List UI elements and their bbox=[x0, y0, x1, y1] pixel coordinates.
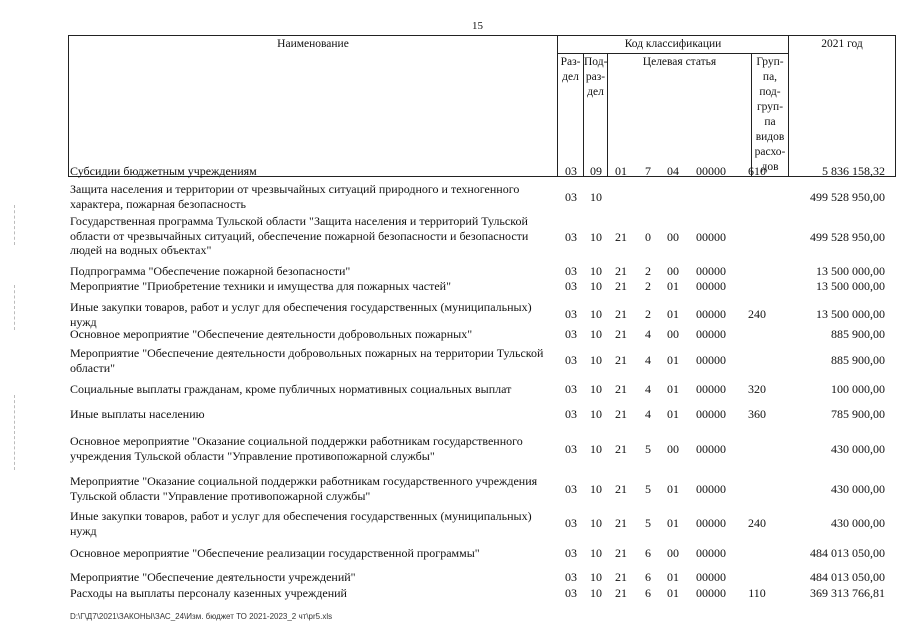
row-pp: 4 bbox=[645, 407, 651, 421]
row-razd: 03 bbox=[565, 570, 577, 584]
row-sum: 484 013 050,00 bbox=[810, 546, 885, 560]
row-podr: 10 bbox=[590, 482, 602, 496]
row-nr: 00000 bbox=[696, 230, 726, 244]
row-razd: 03 bbox=[565, 230, 577, 244]
header-razdel: Раз- дел bbox=[558, 54, 584, 177]
row-podr: 10 bbox=[590, 586, 602, 600]
row-razd: 03 bbox=[565, 546, 577, 560]
row-om: 01 bbox=[667, 307, 679, 321]
row-name: Субсидии бюджетным учреждениям bbox=[70, 164, 257, 178]
header-group: Груп- па, под- груп- па видов расхо- дов bbox=[752, 54, 789, 177]
row-om: 01 bbox=[667, 407, 679, 421]
row-vr: 360 bbox=[748, 407, 766, 421]
row-pp: 2 bbox=[645, 307, 651, 321]
header-classification: Код классификации bbox=[558, 36, 789, 54]
row-vr: 240 bbox=[748, 307, 766, 321]
row-sum: 13 500 000,00 bbox=[816, 264, 885, 278]
row-nr: 00000 bbox=[696, 264, 726, 278]
row-nr: 00000 bbox=[696, 546, 726, 560]
row-prog: 21 bbox=[615, 570, 627, 584]
row-sum: 369 313 766,81 bbox=[810, 586, 885, 600]
row-om: 01 bbox=[667, 516, 679, 530]
row-om: 01 bbox=[667, 279, 679, 293]
row-nr: 00000 bbox=[696, 570, 726, 584]
row-prog: 21 bbox=[615, 279, 627, 293]
row-sum: 499 528 950,00 bbox=[810, 230, 885, 244]
row-sum: 785 900,00 bbox=[831, 407, 885, 421]
row-nr: 00000 bbox=[696, 279, 726, 293]
row-podr: 09 bbox=[590, 164, 602, 178]
row-om: 00 bbox=[667, 230, 679, 244]
header-name: Наименование bbox=[69, 36, 558, 177]
row-prog: 21 bbox=[615, 407, 627, 421]
row-razd: 03 bbox=[565, 353, 577, 367]
row-razd: 03 bbox=[565, 164, 577, 178]
row-om: 00 bbox=[667, 264, 679, 278]
row-nr: 00000 bbox=[696, 407, 726, 421]
row-om: 01 bbox=[667, 482, 679, 496]
row-prog: 21 bbox=[615, 546, 627, 560]
row-razd: 03 bbox=[565, 516, 577, 530]
row-prog: 21 bbox=[615, 482, 627, 496]
row-sum: 5 836 158,32 bbox=[822, 164, 885, 178]
row-name: Мероприятие "Обеспечение деятельности учреждений" bbox=[70, 570, 356, 584]
row-om: 04 bbox=[667, 164, 679, 178]
row-sum: 430 000,00 bbox=[831, 516, 885, 530]
row-nr: 00000 bbox=[696, 442, 726, 456]
row-nr: 00000 bbox=[696, 382, 726, 396]
row-pp: 4 bbox=[645, 382, 651, 396]
row-vr: 240 bbox=[748, 516, 766, 530]
row-razd: 03 bbox=[565, 264, 577, 278]
row-podr: 10 bbox=[590, 570, 602, 584]
row-name: Социальные выплаты гражданам, кроме публичных нормативных социальных выплат bbox=[70, 382, 512, 396]
header-target-article: Целевая статья bbox=[608, 54, 752, 177]
row-om: 00 bbox=[667, 442, 679, 456]
row-prog: 21 bbox=[615, 382, 627, 396]
margin-mark bbox=[14, 285, 16, 330]
header-podrazdel: Под- раз- дел bbox=[584, 54, 608, 177]
row-name: Иные закупки товаров, работ и услуг для обеспечения государственных (муниципальных) нужд bbox=[70, 509, 532, 538]
row-podr: 10 bbox=[590, 382, 602, 396]
row-podr: 10 bbox=[590, 230, 602, 244]
row-podr: 10 bbox=[590, 516, 602, 530]
row-prog: 21 bbox=[615, 264, 627, 278]
row-razd: 03 bbox=[565, 482, 577, 496]
row-razd: 03 bbox=[565, 307, 577, 321]
table-header bbox=[68, 35, 896, 177]
row-podr: 10 bbox=[590, 279, 602, 293]
page-number: 15 bbox=[472, 20, 483, 32]
row-vr: 320 bbox=[748, 382, 766, 396]
row-prog: 01 bbox=[615, 164, 627, 178]
row-pp: 5 bbox=[645, 442, 651, 456]
row-razd: 03 bbox=[565, 382, 577, 396]
row-pp: 4 bbox=[645, 327, 651, 341]
row-name: Государственная программа Тульской области "Защита населения и территорий Тульской области от чрезвычайных ситуаций, обеспечение пожарной безопасности и безопасности людей на водных объектах" bbox=[70, 214, 529, 257]
row-name: Расходы на выплаты персоналу казенных учреждений bbox=[70, 586, 347, 600]
row-prog: 21 bbox=[615, 442, 627, 456]
row-sum: 13 500 000,00 bbox=[816, 307, 885, 321]
row-om: 01 bbox=[667, 570, 679, 584]
row-name: Мероприятие "Оказание социальной поддержки работникам государственного учреждения Тульской области "Управление противопожарной службы" bbox=[70, 474, 538, 503]
row-om: 01 bbox=[667, 353, 679, 367]
row-vr: 110 bbox=[748, 586, 766, 600]
row-prog: 21 bbox=[615, 327, 627, 341]
row-pp: 7 bbox=[645, 164, 651, 178]
row-pp: 2 bbox=[645, 279, 651, 293]
row-sum: 484 013 050,00 bbox=[810, 570, 885, 584]
row-name: Иные выплаты населению bbox=[70, 407, 205, 421]
row-pp: 5 bbox=[645, 516, 651, 530]
row-podr: 10 bbox=[590, 546, 602, 560]
row-name: Мероприятие "Приобретение техники и имущества для пожарных частей" bbox=[70, 279, 451, 293]
row-om: 00 bbox=[667, 327, 679, 341]
row-name: Подпрограмма "Обеспечение пожарной безопасности" bbox=[70, 264, 351, 278]
row-pp: 4 bbox=[645, 353, 651, 367]
row-nr: 00000 bbox=[696, 327, 726, 341]
row-razd: 03 bbox=[565, 327, 577, 341]
row-name: Иные закупки товаров, работ и услуг для обеспечения государственных (муниципальных) нужд bbox=[70, 300, 532, 329]
file-path-footer: D:\Г\Д7\2021\ЗАКОНЫ\ЗАС_24\Изм. бюджет ТО 2021-2023_2 чт\pr5.xls bbox=[70, 612, 333, 621]
header-year: 2021 год bbox=[789, 36, 896, 177]
row-razd: 03 bbox=[565, 190, 577, 204]
row-sum: 430 000,00 bbox=[831, 442, 885, 456]
row-pp: 0 bbox=[645, 230, 651, 244]
row-nr: 00000 bbox=[696, 516, 726, 530]
row-podr: 10 bbox=[590, 307, 602, 321]
row-om: 00 bbox=[667, 546, 679, 560]
row-nr: 00000 bbox=[696, 164, 726, 178]
row-podr: 10 bbox=[590, 327, 602, 341]
row-sum: 499 528 950,00 bbox=[810, 190, 885, 204]
row-nr: 00000 bbox=[696, 353, 726, 367]
row-prog: 21 bbox=[615, 516, 627, 530]
row-razd: 03 bbox=[565, 442, 577, 456]
row-nr: 00000 bbox=[696, 307, 726, 321]
row-name: Мероприятие "Обеспечение деятельности добровольных пожарных на территории Тульской области" bbox=[70, 346, 544, 375]
row-name: Защита населения и территории от чрезвычайных ситуаций природного и техногенного характера, пожарная безопасность bbox=[70, 182, 520, 211]
row-pp: 6 bbox=[645, 570, 651, 584]
row-nr: 00000 bbox=[696, 586, 726, 600]
row-razd: 03 bbox=[565, 407, 577, 421]
row-sum: 885 900,00 bbox=[831, 327, 885, 341]
row-name: Основное мероприятие "Обеспечение деятельности добровольных пожарных" bbox=[70, 327, 473, 341]
margin-mark bbox=[14, 205, 16, 245]
row-prog: 21 bbox=[615, 307, 627, 321]
row-razd: 03 bbox=[565, 586, 577, 600]
row-podr: 10 bbox=[590, 264, 602, 278]
row-razd: 03 bbox=[565, 279, 577, 293]
row-pp: 5 bbox=[645, 482, 651, 496]
row-pp: 2 bbox=[645, 264, 651, 278]
row-podr: 10 bbox=[590, 353, 602, 367]
row-prog: 21 bbox=[615, 230, 627, 244]
row-sum: 13 500 000,00 bbox=[816, 279, 885, 293]
row-sum: 430 000,00 bbox=[831, 482, 885, 496]
row-pp: 6 bbox=[645, 586, 651, 600]
margin-mark bbox=[14, 395, 16, 470]
row-sum: 885 900,00 bbox=[831, 353, 885, 367]
row-pp: 6 bbox=[645, 546, 651, 560]
row-podr: 10 bbox=[590, 190, 602, 204]
row-om: 01 bbox=[667, 382, 679, 396]
row-name: Основное мероприятие "Оказание социальной поддержки работникам государственного учреждения Тульской области "Управление противопожарной службы" bbox=[70, 434, 523, 463]
row-vr: 610 bbox=[748, 164, 766, 178]
row-nr: 00000 bbox=[696, 482, 726, 496]
row-sum: 100 000,00 bbox=[831, 382, 885, 396]
row-podr: 10 bbox=[590, 407, 602, 421]
row-prog: 21 bbox=[615, 586, 627, 600]
row-prog: 21 bbox=[615, 353, 627, 367]
row-podr: 10 bbox=[590, 442, 602, 456]
row-om: 01 bbox=[667, 586, 679, 600]
row-name: Основное мероприятие "Обеспечение реализации государственной программы" bbox=[70, 546, 480, 560]
